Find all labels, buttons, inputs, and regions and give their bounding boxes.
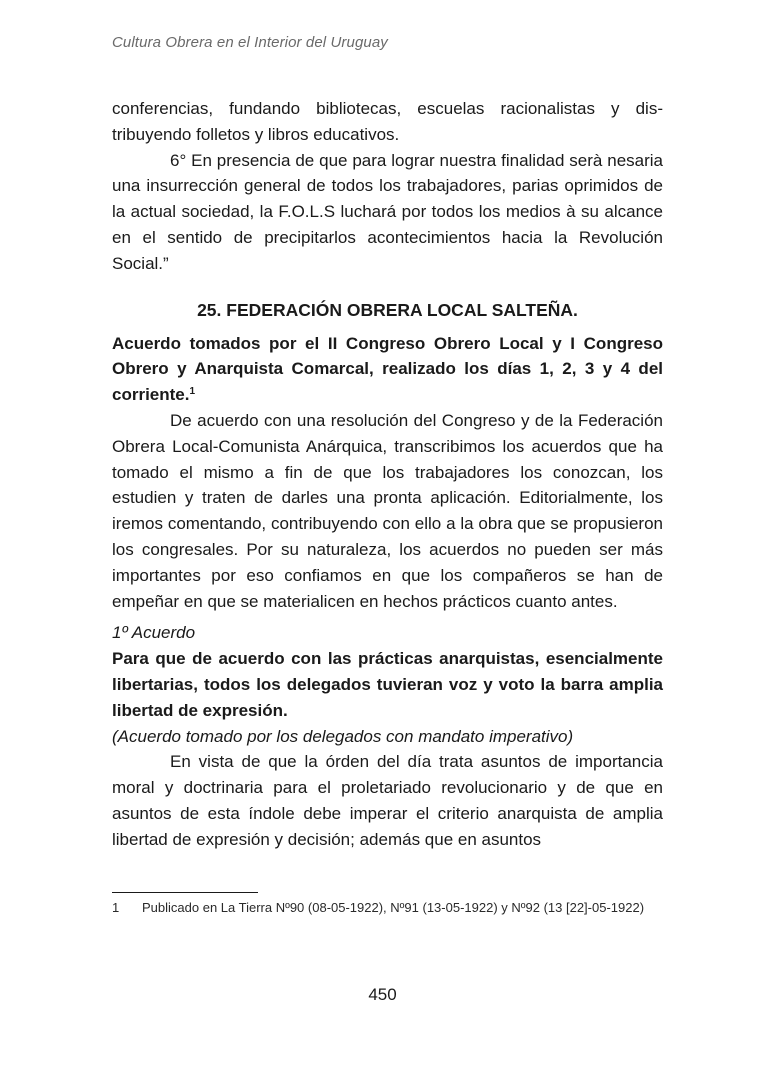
footnote bbox=[112, 898, 663, 918]
section-title: 25. FEDERACIÓN OBRERA LOCAL SALTEÑA. bbox=[197, 299, 578, 320]
footnote-divider bbox=[112, 892, 258, 893]
agreement-heading: 1º Acuerdo bbox=[112, 623, 196, 643]
running-head: Cultura Obrera en el Interior del Uruguay bbox=[112, 34, 388, 51]
paragraph-point-6: 6° En presencia de que para lograr nuestra finalidad serà nesaria una insurrección general de todos los trabajadores, parias oprimidos de la actual sociedad, la F.O.L.S luchará por todos los medios à su alcance en el sentido de precipitarlos acontecimientos hacia la Revolución Social.” bbox=[112, 150, 663, 273]
page-body bbox=[112, 96, 663, 853]
footnote-reference[interactable]: 1 bbox=[189, 386, 196, 398]
footnote-number: 1 bbox=[112, 900, 120, 915]
paragraph-continuation: conferencias, fundando bibliotecas, escuelas racionalistas y distribuyendo folletos y libros educativos. bbox=[112, 99, 663, 144]
section-subtitle bbox=[112, 331, 663, 408]
agreement-note: (Acuerdo tomado por los delegados con mandato imperativo) bbox=[112, 726, 574, 746]
page-number: 450 bbox=[368, 985, 397, 1004]
section-intro: De acuerdo con una resolución del Congreso y de la Federación Obrera Local-Comunista Anárquica, transcribimos los acuerdos que ha tomado el mismo a fin de que los trabajadores los conozcan, los estudien y traten de darles una pronta aplicación. Editorialmente, los iremos comentando, contribuyendo con ello a la obra que se propusieron los congresales. Por su naturaleza, los acuerdos no pueden ser más importantes por eso confiamos en que los compañeros se han de empeñar en que se materialicen en hechos prácticos cuanto antes. bbox=[112, 410, 663, 611]
agreement-text: Para que de acuerdo con las prácticas anarquistas, esencialmente libertarias, todos los delegados tuvieran voz y voto la barra amplia libertad de expresión. bbox=[112, 649, 663, 720]
footnote-text: Publicado en La Tierra Nº90 (08-05-1922), Nº91 (13-05-1922) y Nº92 (13 [22]-05-1922) bbox=[142, 900, 645, 915]
agreement-body: En vista de que la órden del día trata asuntos de importancia moral y doctrinaria para el proletariado revolucionario y de que en asuntos de esta índole debe imperar el criterio anarquista de amplia libertad de expresión y decisión; además que en asuntos bbox=[112, 752, 663, 849]
section-subtitle-text: Acuerdo tomados por el II Congreso Obrero Local y I Congreso Obrero y Anarquista Comarcal, realizado los días 1, 2, 3 y 4 del corriente. bbox=[112, 333, 663, 405]
